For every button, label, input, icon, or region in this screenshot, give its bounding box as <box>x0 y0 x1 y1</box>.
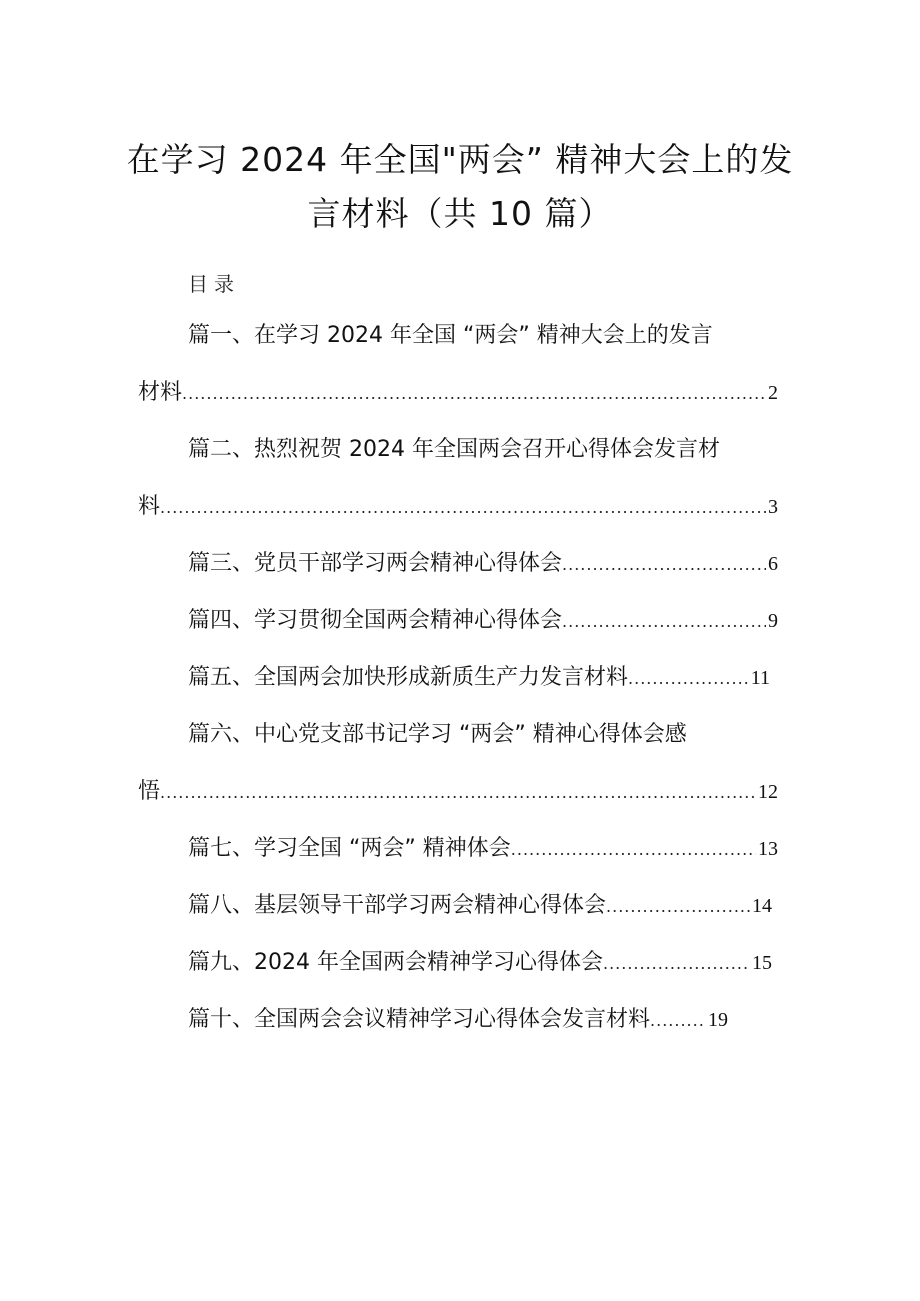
toc-entry-1-title-cont: 材料 <box>138 380 183 405</box>
toc-entry-4[interactable] <box>188 606 778 637</box>
document-title-line1: 在学习 2024 年全国"两会” 精神大会上的发 <box>126 140 794 179</box>
toc-leader-dots <box>562 607 766 637</box>
toc-entry-6-title[interactable]: 篇六、中心党支部书记学习 “两会” 精神心得体会感 <box>188 722 687 747</box>
toc-entry-8[interactable] <box>188 891 772 922</box>
toc-leader-dots <box>182 379 766 409</box>
toc-leader-dots <box>160 778 756 808</box>
toc-entry-5-title: 篇五、全国两会加快形成新质生产力发言材料 <box>188 665 629 690</box>
toc-leader-dots <box>650 1006 706 1036</box>
toc-entry-5-page: 11 <box>750 667 770 689</box>
toc-entry-1-page: 2 <box>768 382 778 404</box>
toc-entry-4-title: 篇四、学习贯彻全国两会精神心得体会 <box>188 608 563 633</box>
toc-heading: 目录 <box>188 272 240 296</box>
toc-entry-1[interactable] <box>138 378 778 409</box>
toc-entry-9[interactable] <box>188 948 772 979</box>
toc-entry-2-title[interactable]: 篇二、热烈祝贺 2024 年全国两会召开心得体会发言材 <box>188 437 720 462</box>
toc-entry-10[interactable] <box>188 1005 728 1036</box>
toc-entry-10-page: 19 <box>708 1009 728 1031</box>
toc-leader-dots <box>603 949 750 979</box>
toc-entry-8-page: 14 <box>752 895 772 917</box>
toc-leader-dots <box>628 664 749 694</box>
toc-entry-6-title-cont: 悟 <box>138 779 161 804</box>
toc-entry-10-title: 篇十、全国两会会议精神学习心得体会发言材料 <box>188 1007 651 1032</box>
toc-entry-7[interactable] <box>188 834 778 865</box>
document-title-line2: 言材料（共 10 篇） <box>307 194 613 233</box>
toc-entry-3-page: 6 <box>768 553 778 575</box>
toc-entry-9-title: 篇九、2024 年全国两会精神学习心得体会 <box>188 950 603 975</box>
toc-entry-2[interactable] <box>138 492 778 523</box>
toc-entry-7-title: 篇七、学习全国 “两会” 精神体会 <box>188 836 511 861</box>
toc-entry-7-page: 13 <box>758 838 778 860</box>
toc-entry-1-title[interactable]: 篇一、在学习 2024 年全国 “两会” 精神大会上的发言 <box>188 323 713 348</box>
toc-leader-dots <box>160 493 766 523</box>
toc-entry-2-page: 3 <box>768 496 778 518</box>
toc-entry-2-title-cont: 料 <box>138 494 161 519</box>
toc-entry-6[interactable] <box>138 777 778 808</box>
toc-entry-8-title: 篇八、基层领导干部学习两会精神心得体会 <box>188 893 607 918</box>
toc-entry-9-page: 15 <box>752 952 772 974</box>
toc-leader-dots <box>562 550 766 580</box>
toc-entry-5[interactable] <box>188 663 770 694</box>
toc-entry-6-page: 12 <box>758 781 778 803</box>
toc-leader-dots <box>606 892 750 922</box>
toc-leader-dots <box>511 835 756 865</box>
toc-entry-3[interactable] <box>188 549 778 580</box>
toc-entry-4-page: 9 <box>768 610 778 632</box>
toc-entry-3-title: 篇三、党员干部学习两会精神心得体会 <box>188 551 563 576</box>
